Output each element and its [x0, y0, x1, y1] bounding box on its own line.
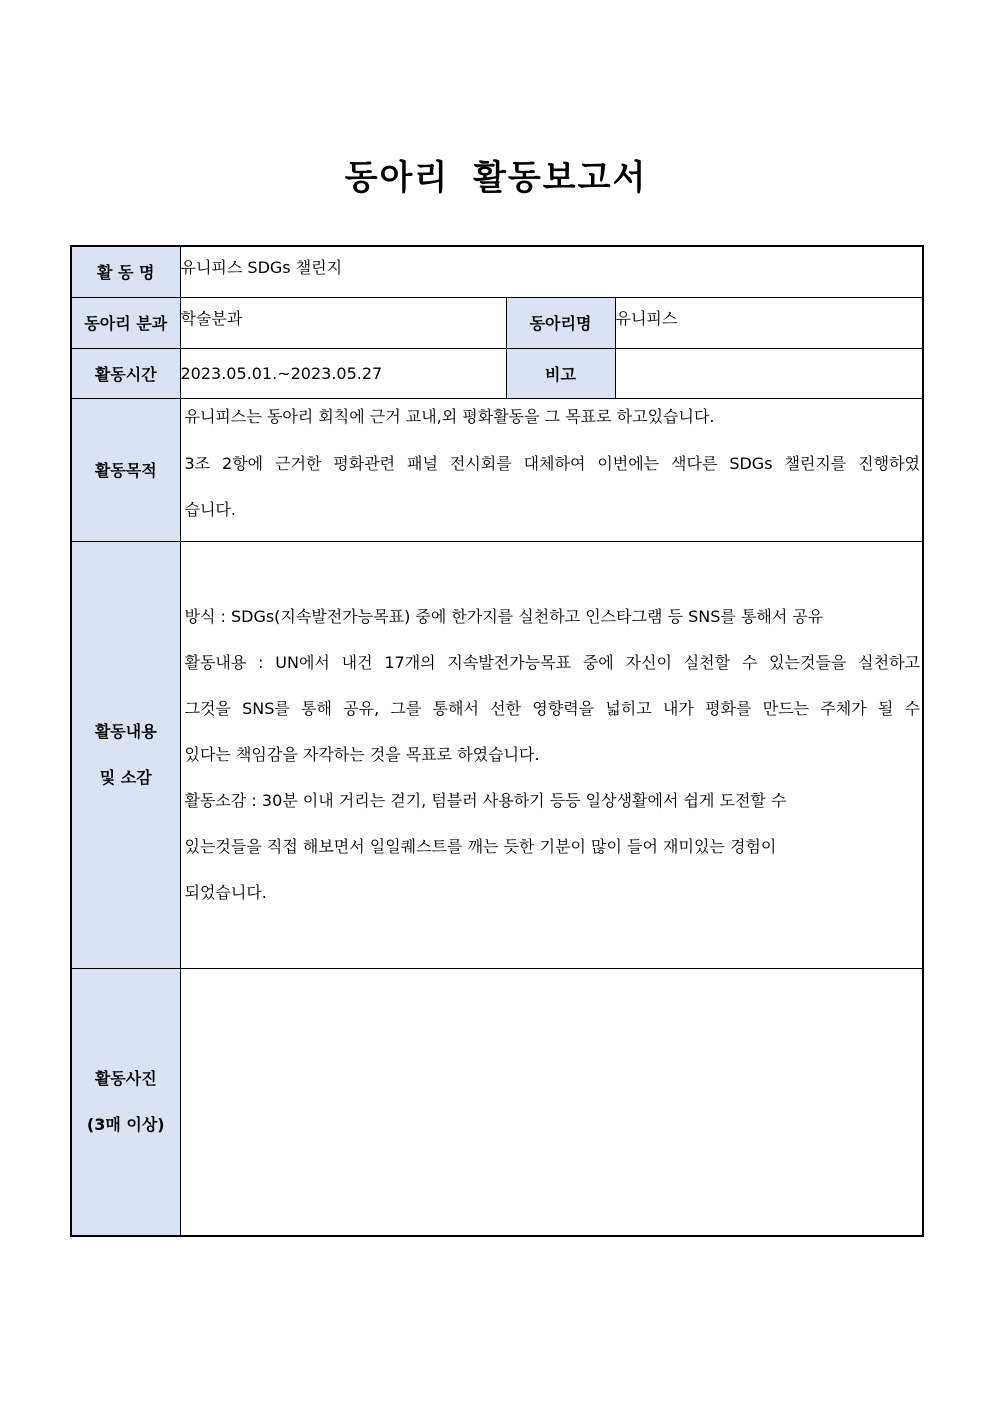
label-content	[71, 541, 180, 968]
label-purpose: 활동목적	[71, 398, 180, 541]
label-photos-line-1: 활동사진	[94, 1068, 157, 1088]
row-purpose	[71, 398, 923, 541]
label-photos	[71, 968, 180, 1236]
label-content-line-2: 및 소감	[99, 767, 152, 787]
label-content-line-1: 활동내용	[94, 721, 157, 741]
content-text	[181, 594, 923, 916]
purpose-line-3: 습니다.	[184, 499, 236, 519]
content-line-6: 있는것들을 직접 해보면서 일일퀘스트를 깨는 듯한 기분이 많이 들어 재미있는 경험이	[184, 836, 777, 856]
label-activity-name: 활 동 명	[71, 246, 180, 297]
label-remarks: 비고	[506, 348, 615, 398]
content-line-5: 활동소감 : 30분 이내 거리는 걷기, 텀블러 사용하기 등등 일상생활에서 쉽게 도전할 수	[184, 790, 787, 810]
label-photos-line-2: (3매 이상)	[86, 1114, 165, 1134]
purpose-line-1: 유니피스는 동아리 회칙에 근거 교내,외 평화활동을 그 목표로 하고있습니다.	[184, 406, 715, 426]
row-photos	[71, 968, 923, 1236]
value-content	[180, 541, 923, 968]
content-line-1: 방식 : SDGs(지속발전가능목표) 중에 한가지를 실천하고 인스타그램 등 SNS를 통해서 공유	[184, 606, 824, 626]
value-activity-time: 2023.05.01.~2023.05.27	[180, 348, 506, 398]
content-line-7: 되었습니다.	[184, 882, 267, 902]
content-line-3: 그것을 SNS를 통해 공유, 그를 통해서 선한 영향력을 넓히고 내가 평화를 만드는 주체가 될 수	[184, 698, 920, 718]
row-content	[71, 541, 923, 968]
value-club-division: 학술분과	[180, 297, 506, 348]
value-activity-name: 유니피스 SDGs 챌린지	[180, 246, 923, 297]
row-activity-time	[71, 348, 923, 398]
purpose-line-2: 3조 2항에 근거한 평화관련 패널 전시회를 대체하여 이번에는 색다른 SDGs 챌린지를 진행하였	[184, 453, 920, 473]
content-line-4: 있다는 책임감을 자각하는 것을 목표로 하였습니다.	[184, 744, 540, 764]
document-title: 동아리 활동보고서	[344, 158, 648, 198]
content-line-2: 활동내용 : UN에서 내건 17개의 지속발전가능목표 중에 자신이 실천할 수 있는것들을 실천하고	[184, 652, 920, 672]
label-activity-time: 활동시간	[71, 348, 180, 398]
label-club-name: 동아리명	[506, 297, 615, 348]
value-club-name: 유니피스	[615, 297, 923, 348]
activity-report-table	[70, 245, 924, 1237]
label-club-division: 동아리 분과	[71, 297, 180, 348]
purpose-text	[181, 399, 923, 535]
row-activity-name	[71, 246, 923, 297]
value-remarks	[615, 348, 923, 398]
row-club-division	[71, 297, 923, 348]
photos-area	[180, 968, 923, 1236]
value-purpose	[180, 398, 923, 541]
